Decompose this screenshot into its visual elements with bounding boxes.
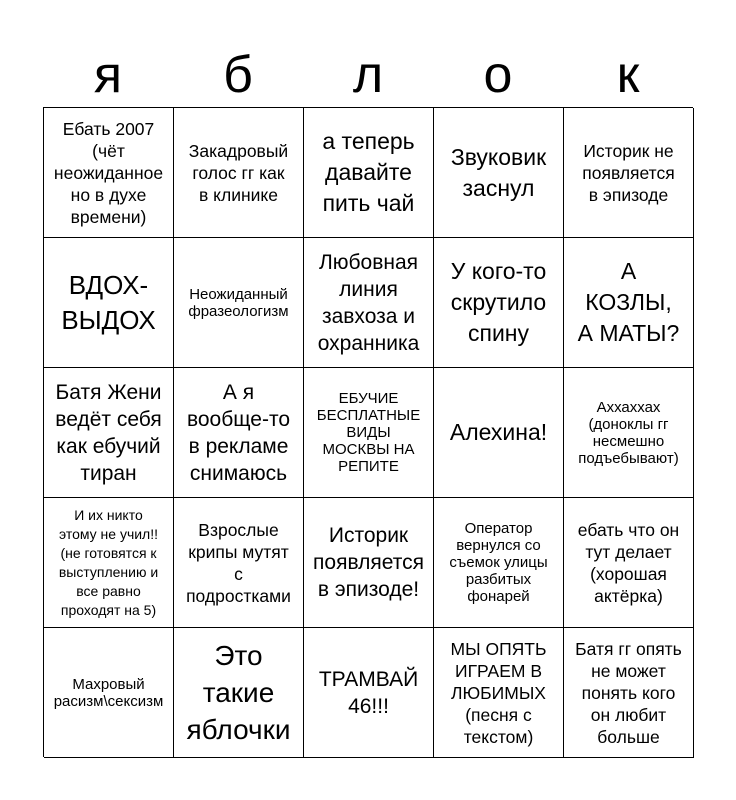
bingo-cell[interactable]	[304, 368, 434, 498]
bingo-cell-text: У кого-то скрутило спину	[450, 258, 547, 346]
bingo-cell-text: Батя Жени ведёт себя как ебучий тиран	[55, 380, 162, 485]
bingo-cell[interactable]	[304, 628, 434, 758]
bingo-cell[interactable]	[564, 368, 694, 498]
bingo-cell-text: Алехина!	[449, 419, 548, 445]
bingo-cell[interactable]	[44, 238, 174, 368]
bingo-cell[interactable]	[174, 498, 304, 628]
header-letter-2: б	[223, 46, 253, 104]
bingo-cell-text: А КОЗЛЫ, А МАТЫ?	[577, 258, 680, 346]
bingo-cell[interactable]	[434, 238, 564, 368]
bingo-cell[interactable]	[434, 368, 564, 498]
bingo-cell[interactable]	[564, 108, 694, 238]
bingo-cell[interactable]	[44, 498, 174, 628]
bingo-cell-text: Махровый расизм\сексизм	[53, 675, 164, 710]
bingo-cell-text: Любовная линия завхоза и охранника	[317, 250, 420, 355]
header-letter-3: л	[352, 46, 384, 104]
bingo-cell[interactable]	[174, 108, 304, 238]
bingo-grid	[43, 107, 693, 757]
bingo-cell-text: а теперь давайте пить чай	[322, 128, 415, 216]
bingo-cell-text: Аххаххах (доноклы гг несмешно подъебывают)	[578, 398, 679, 467]
header-letter-1: я	[93, 46, 123, 104]
bingo-cell[interactable]	[564, 498, 694, 628]
bingo-cell[interactable]	[304, 498, 434, 628]
bingo-cell-text: Историк не появляется в эпизоде	[582, 140, 675, 205]
bingo-cell-text: И их никто этому не учил!! (не готовятся к выступлению и все равно проходят на 5)	[58, 506, 159, 618]
header-letter-4: о	[483, 46, 513, 104]
bingo-cell-text: Историк появляется в эпизоде!	[313, 524, 424, 601]
bingo-cell-text: Батя гг опять не может понять кого он любит больше	[575, 638, 682, 747]
bingo-cell[interactable]	[434, 108, 564, 238]
bingo-cell-text: Неожиданный фразеологизм	[188, 285, 289, 320]
bingo-cell-text: Ебать 2007 (чёт неожиданное но в духе времени)	[53, 118, 164, 227]
bingo-cell[interactable]	[44, 108, 174, 238]
bingo-cell[interactable]	[564, 238, 694, 368]
bingo-cell-text: МЫ ОПЯТЬ ИГРАЕМ В ЛЮБИМЫХ (песня с текстом)	[450, 638, 547, 747]
header-letter-5: к	[616, 46, 640, 104]
bingo-cell-text: Это такие яблочки	[186, 640, 291, 745]
bingo-cell-text: Взрослые крипы мутят с подростками	[186, 519, 291, 606]
bingo-cell-text: Звуковик заснул	[450, 143, 547, 201]
bingo-cell-text: Закадровый голос гг как в клинике	[188, 140, 289, 205]
bingo-cell[interactable]	[44, 628, 174, 758]
bingo-cell[interactable]	[304, 238, 434, 368]
bingo-cell[interactable]	[174, 368, 304, 498]
bingo-header	[43, 40, 693, 110]
bingo-cell-text: Оператор вернулся со съемок улицы разбитых фонарей	[449, 520, 548, 605]
bingo-cell[interactable]	[434, 498, 564, 628]
bingo-cell-text: ебать что он тут делает (хорошая актёрка)	[577, 519, 680, 606]
bingo-cell[interactable]	[174, 628, 304, 758]
bingo-cell-text: ТРАМВАЙ 46!!!	[318, 667, 419, 718]
bingo-cell-text: А я вообще-то в рекламе снимаюсь	[186, 380, 291, 485]
bingo-cell[interactable]	[564, 628, 694, 758]
bingo-cell-text: ЕБУЧИЕ БЕСПЛАТНЫЕ ВИДЫ МОСКВЫ НА РЕПИТЕ	[316, 390, 421, 475]
bingo-cell[interactable]	[44, 368, 174, 498]
bingo-cell[interactable]	[174, 238, 304, 368]
bingo-cell[interactable]	[434, 628, 564, 758]
bingo-cell[interactable]	[304, 108, 434, 238]
bingo-cell-text: ВДОХ- ВЫДОХ	[61, 269, 156, 335]
